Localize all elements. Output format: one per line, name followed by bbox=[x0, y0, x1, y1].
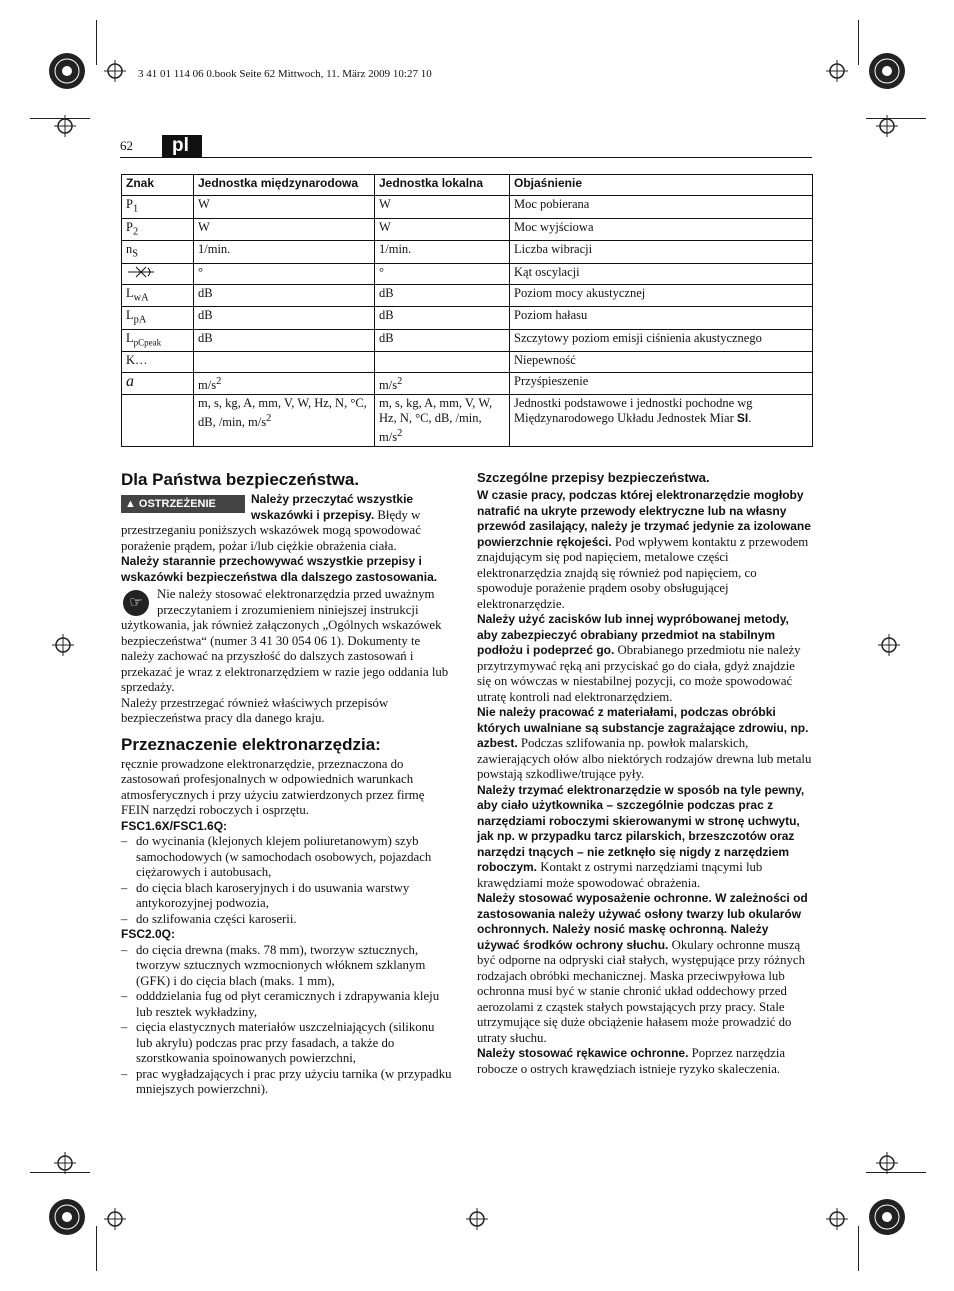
keep-instructions: Należy starannie przechowywać wszystkie przepisy i wskazówki bezpieczeństwa dla dalszego zastosowania. bbox=[121, 554, 438, 584]
symbol: P bbox=[126, 197, 133, 211]
symbol: K… bbox=[126, 353, 148, 367]
crosshair-icon bbox=[466, 1208, 488, 1230]
crosshair-icon bbox=[54, 1152, 76, 1174]
registration-target-icon bbox=[868, 52, 906, 90]
crosshair-icon bbox=[104, 60, 126, 82]
crop-mark bbox=[858, 1226, 859, 1271]
purpose-title: Przeznaczenie elektronarzędzia: bbox=[121, 734, 381, 754]
rule-paragraph bbox=[477, 705, 812, 783]
rule-text: Poprzez narzędzia robocze o ostrych krawędziach istnieje ryzyko skaleczenia. bbox=[477, 1046, 786, 1076]
local-unit-cell bbox=[375, 395, 510, 447]
rule-text: Obrabianego przedmiotu nie należy przytrzymywać ręką ani przyciskać go do ciała, gdyż znajdzie się on wówczas w niestabilnej pozycji, co może spowodować utratę kontroli nad elektronarzędziem. bbox=[477, 643, 801, 704]
registration-target-icon bbox=[48, 1198, 86, 1236]
column-header: Znak bbox=[122, 175, 194, 196]
description-end: . bbox=[748, 411, 752, 426]
table-row bbox=[122, 218, 813, 241]
description-cell: Liczba wibracji bbox=[510, 241, 813, 264]
model1-list bbox=[121, 834, 453, 927]
local-unit-cell bbox=[375, 352, 510, 373]
local-unit-cell: dB bbox=[375, 329, 510, 352]
rule-text: Pod wpływem kontaktu z przewodem znajdującym się pod napięciem, metalowe części elektronarzędzia znajdą się również pod napięciem, co spowoduje porażenie prądem osoby obsługującej elektronarzędzie. bbox=[477, 534, 809, 611]
crosshair-icon bbox=[52, 634, 74, 656]
list-item: – do wycinania (klejonych klejem poliuretanowym) szyb samochodowych (w samochodach osobowych, pojazdach ciężarowych i autobusach, bbox=[121, 834, 453, 881]
column-header: Jednostka międzynarodowa bbox=[194, 175, 375, 196]
list-item: – prac wygładzających i prac przy użyciu tarnika (w przypadku mniejszych powierzchni). bbox=[121, 1067, 453, 1098]
list-item: – do szlifowania części karoserii. bbox=[121, 912, 453, 928]
column-header: Jednostka lokalna bbox=[375, 175, 510, 196]
symbol-cell bbox=[122, 373, 194, 395]
symbol-subscript: 1 bbox=[132, 203, 139, 215]
unit-text: m/s bbox=[198, 378, 217, 393]
warning-text: Błędy w przestrzeganiu poniższych wskazówek mogą spowodować porażenie prądem, pożar i/lub ciężkie obrażenia ciała. bbox=[121, 507, 421, 553]
description-text: Jednostki podstawowe i jednostki pochodne wg Międzynarodowego Układu Jednostek Miar bbox=[514, 396, 753, 426]
safety-title: Dla Państwa bezpieczeństwa. bbox=[121, 470, 360, 489]
crosshair-icon bbox=[54, 115, 76, 137]
symbol: L bbox=[126, 285, 134, 300]
language-badge: pl bbox=[162, 135, 202, 157]
crop-mark bbox=[96, 20, 97, 65]
symbol-cell bbox=[122, 284, 194, 307]
symbol-subscript: wA bbox=[133, 292, 149, 303]
rule-paragraph bbox=[477, 488, 812, 612]
symbol-cell bbox=[122, 329, 194, 352]
crosshair-icon bbox=[826, 1208, 848, 1230]
unit-exponent: 2 bbox=[216, 376, 222, 387]
intl-unit-cell: dB bbox=[194, 329, 375, 352]
model-label: FSC1.6X/FSC1.6Q: bbox=[121, 818, 228, 833]
list-item: – odddzielania fug od płyt ceramicznych i zdrapywania kleju lub resztek wykładziny, bbox=[121, 989, 453, 1020]
crosshair-icon bbox=[876, 115, 898, 137]
symbol-subscript: S bbox=[132, 248, 139, 260]
description-cell bbox=[510, 395, 813, 447]
purpose-text: ręcznie prowadzone elektronarzędzie, przeznaczona do zastosowań profesjonalnych w odpowiednich warunkach atmosferycznych i przy użyciu zatwierdzonych przez firmę FEIN narzędzi roboczych i osprzętu. bbox=[121, 756, 425, 817]
rule-text: Okulary ochronne muszą być odporne na odpryski ciał stałych, występujące przy różnych rodzajach obróbki mechanicznej. Maska przeciwpyłowa lub ochronna musi być w stanie chronić układ oddechowy przed aerozolami z cząstek stałych powstających przy pracy. Stale utrzymujące się duże obciążenie hałasem może prowadzić do utraty słuchu. bbox=[477, 937, 805, 1045]
rule-text: Podczas szlifowania np. powłok malarskich, zawierających ołów albo niektórych rodzajów drewna lub metalu powstają szkodliwe/trujące pyły. bbox=[477, 736, 812, 781]
description-cell: Poziom hałasu bbox=[510, 307, 813, 330]
intl-unit-cell: W bbox=[194, 218, 375, 241]
table-row bbox=[122, 241, 813, 264]
rule-bold: Nie należy pracować z materiałami, podczas obróbki których uwalniane są substancje zagrażające zdrowiu, np. azbest. bbox=[477, 705, 809, 750]
description-cell: Poziom mocy akustycznej bbox=[510, 284, 813, 307]
warning-label: OSTRZEŻENIE bbox=[138, 498, 216, 510]
column-header: Objaśnienie bbox=[510, 175, 813, 196]
file-info: 3 41 01 114 06 0.book Seite 62 Mittwoch, 11. März 2009 10:27 10 bbox=[138, 68, 432, 80]
symbol-subscript: pCpeak bbox=[133, 337, 162, 347]
symbol-subscript: pA bbox=[133, 314, 147, 326]
model-label: FSC2.0Q: bbox=[121, 927, 176, 941]
symbol: L bbox=[126, 308, 134, 322]
local-unit-cell: 1/min. bbox=[375, 241, 510, 264]
unit-text: m/s bbox=[379, 378, 398, 393]
table-row bbox=[122, 395, 813, 447]
warning-paragraph bbox=[121, 492, 453, 554]
crosshair-icon bbox=[878, 634, 900, 656]
unit-text: m, s, kg, A, mm, V, W, Hz, N, °C, dB, /min, m/s bbox=[198, 396, 367, 430]
unit-text: m, s, kg, A, mm, V, W, Hz, N, °C, dB, /min, m/s bbox=[379, 396, 493, 445]
description-cell: Moc wyjściowa bbox=[510, 218, 813, 241]
rule-text: Kontakt z ostrymi narzędziami tnącymi lub krawędziami może spowodować obrażenia. bbox=[477, 860, 763, 890]
rule-bold: Należy stosować rękawice ochronne. bbox=[477, 1046, 689, 1060]
oscillation-angle-icon bbox=[126, 265, 156, 279]
unit-exponent: 2 bbox=[266, 413, 272, 425]
rule-bold: Należy trzymać elektronarzędzie w sposób na tyle pewny, aby ciało użytkownika – szczególnie podczas prac z narzędziami roboczymi skierowanymi w stronę uchwytu, jak np. w przypadku tarcz pilarskich, brzeszczotów oraz narzędzi tnących – nie zetknęło się nigdy z narzędziem roboczym. bbox=[477, 782, 805, 874]
model2-list bbox=[121, 943, 453, 1098]
warning-triangle-icon: ▲ bbox=[125, 498, 136, 510]
rule-bold: Należy stosować wyposażenie ochronne. W zależności od zastosowania należy używać osłony twarzy lub okularów ochronnych. Należy nosić maskę ochronną. Należy używać środków ochrony słuchu. bbox=[477, 891, 808, 952]
special-rules-title: Szczególne przepisy bezpieczeństwa. bbox=[477, 470, 710, 485]
symbol-cell bbox=[122, 263, 194, 284]
symbol-cell bbox=[122, 218, 194, 241]
intl-unit-cell: dB bbox=[194, 307, 375, 330]
local-unit-cell: W bbox=[375, 196, 510, 219]
list-item: – do cięcia drewna (maks. 78 mm), tworzyw sztucznych, tworzyw sztucznych wzmocnionych włóknem szklanym (GFK) i do cięcia blach (maks. 1 mm), bbox=[121, 943, 453, 990]
warning-badge bbox=[121, 495, 245, 513]
intl-unit-cell: W bbox=[194, 196, 375, 219]
crosshair-icon bbox=[826, 60, 848, 82]
local-unit-cell bbox=[375, 373, 510, 395]
symbol: L bbox=[126, 330, 134, 345]
read-manual-paragraph bbox=[121, 587, 453, 696]
symbol-cell bbox=[122, 196, 194, 219]
table-row bbox=[122, 284, 813, 307]
description-cell: Niepewność bbox=[510, 352, 813, 373]
symbol: P bbox=[126, 219, 133, 234]
symbol: n bbox=[126, 242, 133, 256]
table-row bbox=[122, 196, 813, 219]
rule-paragraph bbox=[477, 783, 812, 892]
table-row bbox=[122, 307, 813, 330]
intl-unit-cell: ° bbox=[194, 263, 375, 284]
rule-paragraph bbox=[477, 891, 812, 1046]
list-item: – do cięcia blach karoseryjnych i do usuwania warstwy antykorozyjnej podwozia, bbox=[121, 881, 453, 912]
unit-exponent: 2 bbox=[397, 376, 403, 387]
units-table bbox=[121, 174, 813, 447]
local-unit-cell: dB bbox=[375, 307, 510, 330]
local-unit-cell: dB bbox=[375, 284, 510, 307]
header-rule bbox=[120, 157, 812, 158]
description-cell: Moc pobierana bbox=[510, 196, 813, 219]
table-row bbox=[122, 373, 813, 395]
symbol-cell bbox=[122, 395, 194, 447]
description-cell: Kąt oscylacji bbox=[510, 263, 813, 284]
read-manual-text: Nie należy stosować elektronarzędzia przed uważnym przeczytaniem i zrozumieniem niniejszej instrukcji użytkowania, jak również załączonych „Ogólnych wskazówek bezpieczeństwa“ (numer 3 41 30 054 06 1). Dokumenty te należy zachować na przyszłość do dalszych zastosowań i przekazać je wraz z elektronarzędziem w razie jego oddania lub sprzedaży. bbox=[121, 587, 449, 694]
local-unit-cell: ° bbox=[375, 263, 510, 284]
crop-mark bbox=[96, 1226, 97, 1271]
intl-unit-cell bbox=[194, 373, 375, 395]
crop-mark bbox=[858, 20, 859, 65]
intl-unit-cell bbox=[194, 395, 375, 447]
read-manual-icon: ☞ bbox=[123, 590, 149, 616]
rule-paragraph bbox=[477, 1046, 812, 1077]
rule-paragraph bbox=[477, 612, 812, 705]
symbol-cell bbox=[122, 352, 194, 373]
crosshair-icon bbox=[104, 1208, 126, 1230]
intl-unit-cell: 1/min. bbox=[194, 241, 375, 264]
right-column bbox=[477, 470, 812, 1077]
warning-bold: Należy przeczytać wszystkie wskazówki i przepisy. bbox=[251, 492, 414, 522]
rule-bold: Należy użyć zacisków lub innej wypróbowanej metody, aby zabezpieczyć obrabiany przedmiot na stabilnym podłożu i podeprzeć go. bbox=[477, 612, 789, 657]
symbol-cell bbox=[122, 241, 194, 264]
description-cell: Szczytowy poziom emisji ciśnienia akustycznego bbox=[510, 329, 813, 352]
list-item: – cięcia elastycznych materiałów uszczelniających (silikonu lub akrylu) podczas prac przy fasadach, a także do szorstkowania spoinowanych powierzchni, bbox=[121, 1020, 453, 1067]
table-header-row bbox=[122, 175, 813, 196]
unit-exponent: 2 bbox=[397, 428, 403, 440]
description-bold: SI bbox=[736, 411, 749, 426]
registration-target-icon bbox=[868, 1198, 906, 1236]
intl-unit-cell bbox=[194, 352, 375, 373]
crosshair-icon bbox=[876, 1152, 898, 1174]
local-unit-cell: W bbox=[375, 218, 510, 241]
registration-target-icon bbox=[48, 52, 86, 90]
country-rules: Należy przestrzegać również właściwych przepisów bezpieczeństwa pracy dla danego kraju. bbox=[121, 695, 389, 725]
table-row bbox=[122, 263, 813, 284]
description-cell: Przyśpieszenie bbox=[510, 373, 813, 395]
table-row bbox=[122, 329, 813, 352]
symbol-subscript: 2 bbox=[132, 226, 139, 237]
symbol-cell bbox=[122, 307, 194, 330]
rule-bold: W czasie pracy, podczas której elektronarzędzie mogłoby natrafić na ukryte przewody elektryczne lub na własny przewód zasilający, należy je trzymać jedynie za izolowane powierzchnie rękojeści. bbox=[477, 488, 811, 549]
left-column bbox=[121, 470, 453, 1098]
intl-unit-cell: dB bbox=[194, 284, 375, 307]
page-number: 62 bbox=[120, 138, 133, 153]
table-row bbox=[122, 352, 813, 373]
symbol: a bbox=[126, 373, 134, 390]
